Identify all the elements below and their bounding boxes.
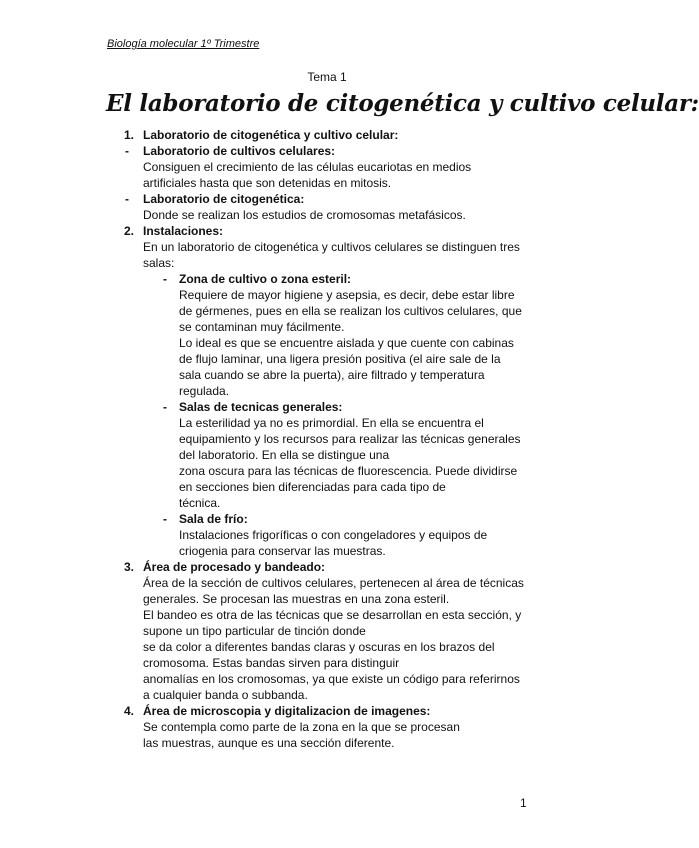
text-line: regulada. (179, 384, 230, 398)
subsection-heading: Zona de cultivo o zona esteril: (179, 272, 352, 286)
text-line: de gérmenes, pues en ella se realizan los cultivos celulares, que (179, 304, 522, 318)
topic-label: Tema 1 (307, 70, 347, 84)
section-heading: Laboratorio de citogenética y cultivo celular: (143, 128, 399, 142)
section-number: 2. (124, 224, 135, 238)
text-line: del laboratorio. En ella se distingue una (179, 448, 390, 462)
text-line: Donde se realizan los estudios de cromosomas metafásicos. (143, 208, 466, 222)
text-line: Lo ideal es que se encuentre aislada y que cuente con cabinas (179, 336, 514, 350)
subsection-heading: Laboratorio de citogenética: (143, 192, 305, 206)
bullet: - (163, 512, 167, 526)
section-number: 3. (124, 560, 135, 574)
text-line: anomalías en los cromosomas, ya que existe un código para referirnos (143, 672, 520, 686)
text-line: zona oscura para las técnicas de fluorescencia. Puede dividirse (179, 464, 518, 478)
text-line: Área de la sección de cultivos celulares, pertenecen al área de técnicas (143, 576, 524, 590)
text-line: Instalaciones frigoríficas o con congeladores y equipos de (179, 528, 488, 542)
bullet: - (125, 144, 129, 158)
page-header: Biología molecular 1º Trimestre (107, 38, 260, 50)
section-heading: Área de microscopia y digitalizacion de imagenes: (143, 704, 431, 718)
text-line: La esterilidad ya no es primordial. En ella se encuentra el (179, 416, 484, 430)
text-line: las muestras, aunque es una sección diferente. (143, 736, 395, 750)
text-line: de flujo laminar, una ligera presión positiva (el aire sale de la (179, 352, 501, 366)
page-title: El laboratorio de citogenética y cultivo celular: (106, 90, 699, 117)
text-line: criogenia para conservar las muestras. (179, 544, 386, 558)
section-number: 4. (124, 704, 135, 718)
text-line: se contaminan muy fácilmente. (179, 320, 345, 334)
text-line: artificiales hasta que son detenidas en mitosis. (143, 176, 392, 190)
bullet: - (125, 192, 129, 206)
text-line: salas: (143, 256, 175, 270)
text-line: En un laboratorio de citogenética y cultivos celulares se distinguen tres (143, 240, 520, 254)
text-line: en secciones bien diferenciadas para cada tipo de (179, 480, 446, 494)
subsection-heading: Salas de tecnicas generales: (179, 400, 343, 414)
text-line: El bandeo es otra de las técnicas que se desarrollan en esta sección, y (143, 608, 522, 622)
subsection-heading: Sala de frío: (179, 512, 248, 526)
text-line: técnica. (179, 496, 221, 510)
text-line: Consiguen el crecimiento de las células eucariotas en medios (143, 160, 472, 174)
section-heading: Área de procesado y bandeado: (143, 560, 326, 574)
section-number: 1. (124, 128, 135, 142)
text-line: Requiere de mayor higiene y asepsia, es decir, debe estar libre (179, 288, 515, 302)
text-line: equipamiento y los recursos para realizar las técnicas generales (179, 432, 521, 446)
text-line: generales. Se procesan las muestras en una zona esteril. (143, 592, 450, 606)
page-number: 1 (520, 796, 527, 810)
text-line: se da color a diferentes bandas claras y oscuras en los brazos del (143, 640, 495, 654)
bullet: - (163, 272, 167, 286)
text-line: sala cuando se abre la puerta), aire filtrado y temperatura (179, 368, 485, 382)
text-line: supone un tipo particular de tinción donde (143, 624, 366, 638)
section-heading: Instalaciones: (143, 224, 224, 238)
text-line: cromosoma. Estas bandas sirven para distinguir (143, 656, 400, 670)
text-line: a cualquier banda o subbanda. (143, 688, 308, 702)
subsection-heading: Laboratorio de cultivos celulares: (143, 144, 336, 158)
text-line: Se contempla como parte de la zona en la que se procesan (143, 720, 460, 734)
bullet: - (163, 400, 167, 414)
